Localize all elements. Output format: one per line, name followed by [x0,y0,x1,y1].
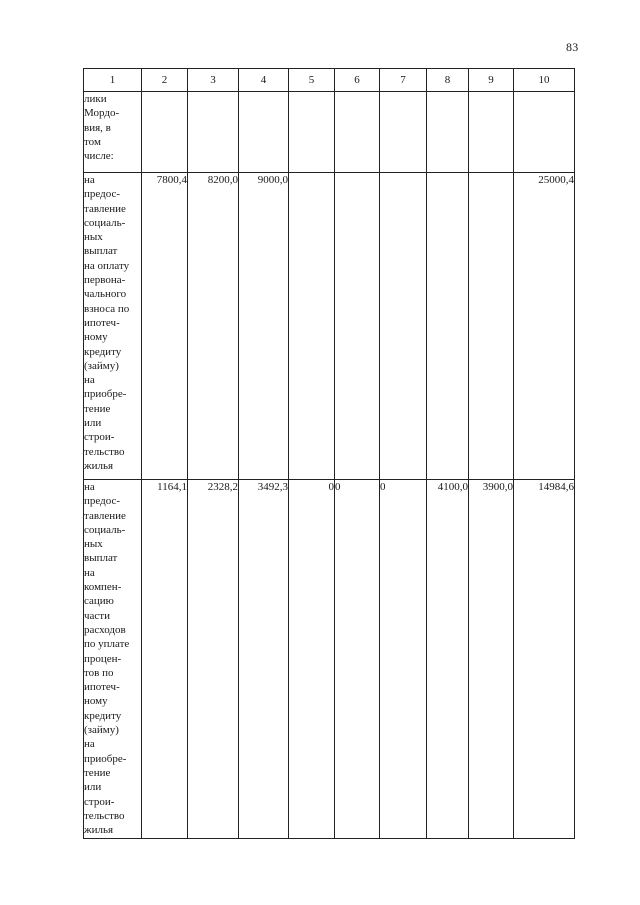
row-label-line: жилья [84,824,114,837]
row-label-line: вия, в [84,121,111,134]
row-label-line: ных [84,538,103,551]
value-cell: 8200,0 [188,173,239,480]
row-label-line: взноса по [84,302,130,315]
header-row [84,69,575,92]
value-cell: 2328,2 [188,480,239,839]
row-label-line: предос- [84,188,121,201]
row-label-line: или [84,781,102,794]
value-cell [427,173,469,480]
row-label-line: том [84,135,101,148]
value-cell: 3900,0 [469,480,514,839]
table-row [84,480,575,839]
value-cell [335,92,380,173]
row-label-line: тение [84,766,111,779]
value-cell [469,173,514,480]
row-label-line: ипотеч- [84,316,120,329]
row-label-line: тавление [84,509,126,522]
column-header-7: 7 [380,69,427,92]
row-label-line: кредиту [84,709,122,722]
row-label-line: предос- [84,495,121,508]
value-cell [380,173,427,480]
row-label-line: сацию [84,595,114,608]
row-label-line: на [84,374,95,387]
row-label-line: ному [84,331,108,344]
row-label-line: кредиту [84,345,122,358]
value-cell [188,92,239,173]
row-label-line: (займу) [84,359,119,372]
value-cell: 25000,4 [514,173,575,480]
value-cell [514,92,575,173]
row-label-line: тов по [84,666,114,679]
row-label-cell [84,173,142,480]
table-row [84,92,575,173]
value-cell [239,92,289,173]
value-cell: 0 [380,480,427,839]
value-cell [142,92,188,173]
column-header-2: 2 [142,69,188,92]
row-label-cell [84,92,142,173]
row-label-line: компен- [84,581,122,594]
column-header-8: 8 [427,69,469,92]
row-label-line: строи- [84,431,115,444]
row-label-line: лики [84,93,107,105]
row-label-line: ному [84,695,108,708]
row-label-line: ипотеч- [84,681,120,694]
row-label-line: выплат [84,245,118,258]
row-label-line: чального [84,288,127,301]
data-table [83,68,575,839]
row-label-line: тение [84,402,111,415]
value-cell: 9000,0 [239,173,289,480]
column-header-9: 9 [469,69,514,92]
row-label-line: процен- [84,652,122,665]
row-label-line: части [84,609,110,622]
row-label-line: Мордо- [84,107,120,120]
row-label-line: приобре- [84,388,127,401]
value-cell: 4100,0 [427,480,469,839]
row-label-line: на [84,566,95,579]
row-label-line: тельство [84,809,125,822]
value-cell: 1164,1 [142,480,188,839]
row-label-cell [84,480,142,839]
row-label-line: тельство [84,445,125,458]
row-label-line: социаль- [84,523,126,536]
row-label-line: расходов [84,623,126,636]
value-cell: 7800,4 [142,173,188,480]
column-header-3: 3 [188,69,239,92]
column-header-10: 10 [514,69,575,92]
row-label-line: или [84,417,102,430]
value-cell: 14984,6 [514,480,575,839]
row-label-line: по уплате [84,638,130,651]
value-cell [289,92,335,173]
row-label-line: первона- [84,274,126,287]
column-header-6: 6 [335,69,380,92]
row-label-line: приобре- [84,752,127,765]
column-header-4: 4 [239,69,289,92]
row-label-line: ных [84,231,103,244]
row-label-line: числе: [84,150,114,163]
table-row [84,173,575,480]
value-cell [469,92,514,173]
value-cell: 3492,3 [239,480,289,839]
row-label-line: на оплату [84,259,130,272]
row-label-line: жилья [84,459,114,472]
row-label-line: социаль- [84,216,126,229]
value-cell: 0 [289,480,335,839]
row-label-line: на [84,174,95,186]
row-label-line: тавление [84,202,126,215]
value-cell [380,92,427,173]
column-header-5: 5 [289,69,335,92]
column-header-1: 1 [84,69,142,92]
row-label-line: на [84,738,95,751]
value-cell [427,92,469,173]
row-label-line: на [84,481,95,493]
page-number: 83 [566,40,579,54]
row-label-line: строи- [84,795,115,808]
value-cell [289,173,335,480]
row-label-line: (займу) [84,724,119,737]
value-cell [335,173,380,480]
row-label-line: выплат [84,552,118,565]
value-cell: 0 [335,480,380,839]
